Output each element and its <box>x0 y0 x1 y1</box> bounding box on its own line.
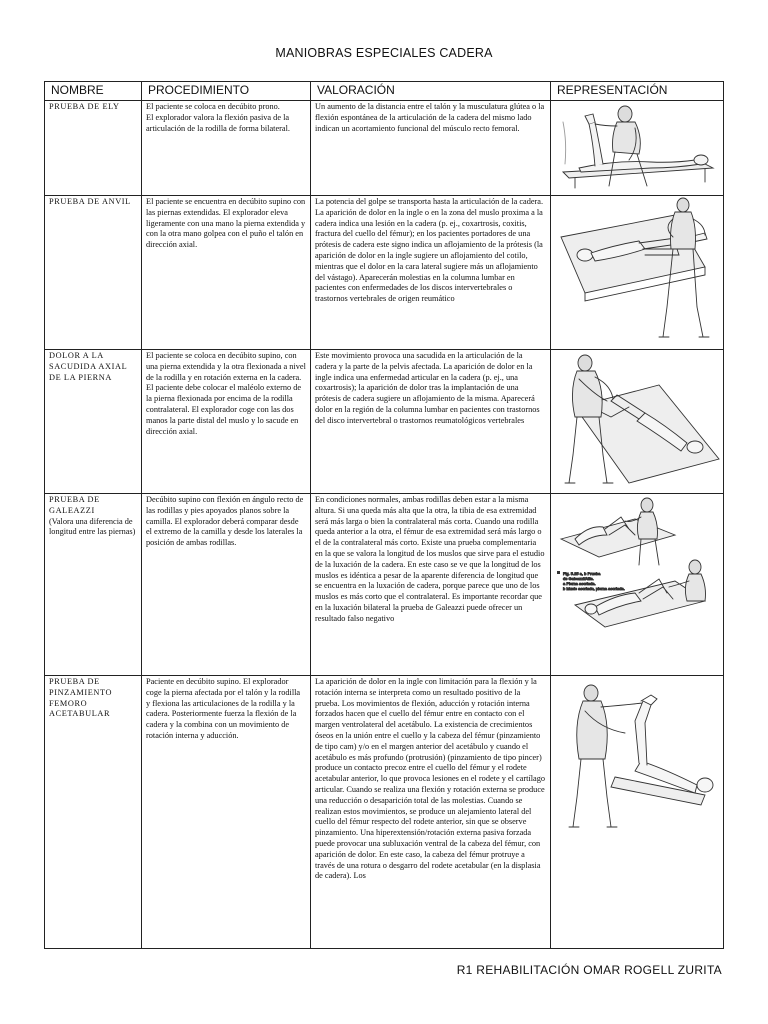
figure-caption-line: de Galeazzi/Allis. <box>563 576 594 581</box>
row-name-text: DOLOR A LA SACUDIDA AXIAL DE LA PIERNA <box>49 351 127 382</box>
fai-test-illustration <box>555 677 722 837</box>
header-procedimiento: PROCEDIMIENTO <box>142 82 311 101</box>
table-row <box>45 350 724 494</box>
figure-caption-line: a Pierna acortada. <box>563 581 596 586</box>
row-illustration <box>551 350 724 494</box>
document-title: MANIOBRAS ESPECIALES CADERA <box>275 46 493 60</box>
row-name-subtitle: (Valora una diferencia de longitud entre las piernas) <box>49 516 136 537</box>
row-name-text: PRUEBA DE GALEAZZI <box>49 495 100 515</box>
row-assessment: La potencia del golpe se transporta hasta la articulación de la cadera. La aparición de dolor en la ingle o en la zona del muslo proxima a la cadera indica una lesión en la cadera (p. ej., coxartrosis, coxitis, fractura del cuello del fémur); en los pacientes portadores de una prótesis de cadera este signo indica un aflojamiento de la prótesis (la aparición de dolor en la ingle sugiere un aflojamiento del cotilo, mientras que el dolor en la cara lateral sugiere más un aflojamiento del vástago). Aparecerán molestias en la columna lumbar en pacientes con enfermedades de los discos intervertebrales o trastornos vertebrales de origen reumático <box>311 196 551 350</box>
row-name <box>45 101 142 196</box>
table-row <box>45 494 724 676</box>
anvil-test-illustration <box>555 197 722 343</box>
table-row <box>45 101 724 196</box>
document-footer: R1 REHABILITACIÓN OMAR ROGELL ZURITA <box>456 963 722 977</box>
header-nombre: NOMBRE <box>45 82 142 101</box>
row-name <box>45 196 142 350</box>
row-illustration <box>551 494 724 676</box>
row-name-text: PRUEBA DE PINZAMIENTO FEMORO ACETABULAR <box>49 677 113 719</box>
figure-caption-line: Fig. 5.25 a, b Prueba <box>563 571 601 576</box>
table-header-row <box>45 82 724 101</box>
row-procedure: Decúbito supino con flexión en ángulo recto de las rodillas y pies apoyados planos sobre la camilla. El explorador deberá comparar desde el extremo de la camilla y desde los laterales la posición de ambas rodillas. <box>142 494 311 676</box>
row-assessment: Un aumento de la distancia entre el talón y la musculatura glútea o la flexión espontánea de la articulación de la cadera del mismo lado indican un acortamiento funcional del músculo recto femoral. <box>311 101 551 196</box>
table-row <box>45 196 724 350</box>
row-assessment: La aparición de dolor en la ingle con limitación para la flexión y la rotación interna se interpreta como un resultado positivo de la prueba. Los movimientos de flexión, aducción y rotación interna forzados hacen que el cuello del fémur entre en contacto con el margen ventrolateral del acetábulo. La existencia de crecimientos óseos en la unión entre el cuello y la cabeza del fémur (pinzamiento de tipo cam) y/o en el margen anterior del acetábulo y cuando el acetábulo es más profundo (protrusión) (pinzamiento de tipo pincer) produce un contacto precoz entre el cuello del fémur y el rodete acetabular anterior, lo que provoca lesiones en el rodete y el cartílago articular. Cuando se realiza una flexión y rotación externa se produce una reducción o desaparición total de las molestias. Cuando se realizan estos movimientos, se produce un alejamiento lateral del cuello del fémur respecto del rodete anterior, sin que se observe pinzamiento. Una hiperextensión/rotación externa pasiva forzada puede provocar una subluxación ventral de la cabeza del fémur, con aparición de dolor. En este caso, la cabeza del fémur protruye a través de una rotura o desgarro del rodete acetabular (en la displasia de cadera). Los <box>311 676 551 949</box>
row-illustration <box>551 101 724 196</box>
row-illustration <box>551 196 724 350</box>
table-row <box>45 676 724 949</box>
row-illustration <box>551 676 724 949</box>
row-name-text: PRUEBA DE ELY <box>49 102 120 111</box>
maneuvers-table <box>44 81 724 949</box>
row-name <box>45 494 142 676</box>
row-procedure: El paciente se encuentra en decúbito supino con las piernas extendidas. El explorador eleva ligeramente con una mano la pierna extendida y con la otra mano golpea con el puño el talón en dirección axial. <box>142 196 311 350</box>
row-assessment: Este movimiento provoca una sacudida en la articulación de la cadera y la parte de la pelvis afectada. La aparición de dolor en la ingle indica una enfermedad articular en la cadera (p. ej., una coxartrosis); la aparición de dolor tras la implantación de una prótesis de cadera sugiere un aflojamiento de la misma. Aparecerá dolor en la región de la columna lumbar en pacientes con trastornos del disco intervertebral o trastornos reumatológicos vertebrales <box>311 350 551 494</box>
row-name-text: PRUEBA DE ANVIL <box>49 197 131 206</box>
axial-jolt-illustration <box>555 351 722 489</box>
header-representacion: REPRESENTACIÓN <box>551 82 724 101</box>
ely-test-illustration <box>555 102 722 190</box>
row-name <box>45 350 142 494</box>
galeazzi-test-illustration <box>555 495 722 671</box>
row-procedure: El paciente se coloca en decúbito supino, con una pierna extendida y la otra flexionada a nivel de la rodilla y en rotación externa en la cadera. El paciente debe colocar el maléolo externo de la pierna flexionada por encima de la rodilla contralateral. El explorador coge con las dos manos la parte distal del muslo y lo sacude en dirección axial. <box>142 350 311 494</box>
row-assessment: En condiciones normales, ambas rodillas deben estar a la misma altura. Si una queda más alta que la otra, la tibia de esa extremidad será más larga o bien la contralateral más corta. Cuando una rodilla queda anterior a la otra, el fémur de esa extremidad será más largo o el de la contralateral más corto. Existe una prueba complementaria en la que se valora la longitud de los muslos que sirve para el estudio de la luxación de la cadera. En este caso se ve que la longitud de los muslos es idéntica a pesar de la aparente diferencia de longitud que se encuentra en la luxación de cadera, porque parece que uno de los muslos es más corto que el contralateral. Es importante recordar que en la luxación bilateral la prueba de Galeazzi puede ofrecer un resultado falso negativo <box>311 494 551 676</box>
row-procedure: El paciente se coloca en decúbito prono. El explorador valora la flexión pasiva de la articulación de la rodilla de forma bilateral. <box>142 101 311 196</box>
row-procedure: Paciente en decúbito supino. El explorador coge la pierna afectada por el talón y la rodilla y flexiona las articulaciones de la rodilla y la cadera. Posteriormente fuerza la flexión de la cadera y la combina con un movimiento de rotación interna y aducción. <box>142 676 311 949</box>
figure-caption-line: b Muslo acortado, pierna acortada. <box>563 586 625 591</box>
row-name <box>45 676 142 949</box>
header-valoracion: VALORACIÓN <box>311 82 551 101</box>
